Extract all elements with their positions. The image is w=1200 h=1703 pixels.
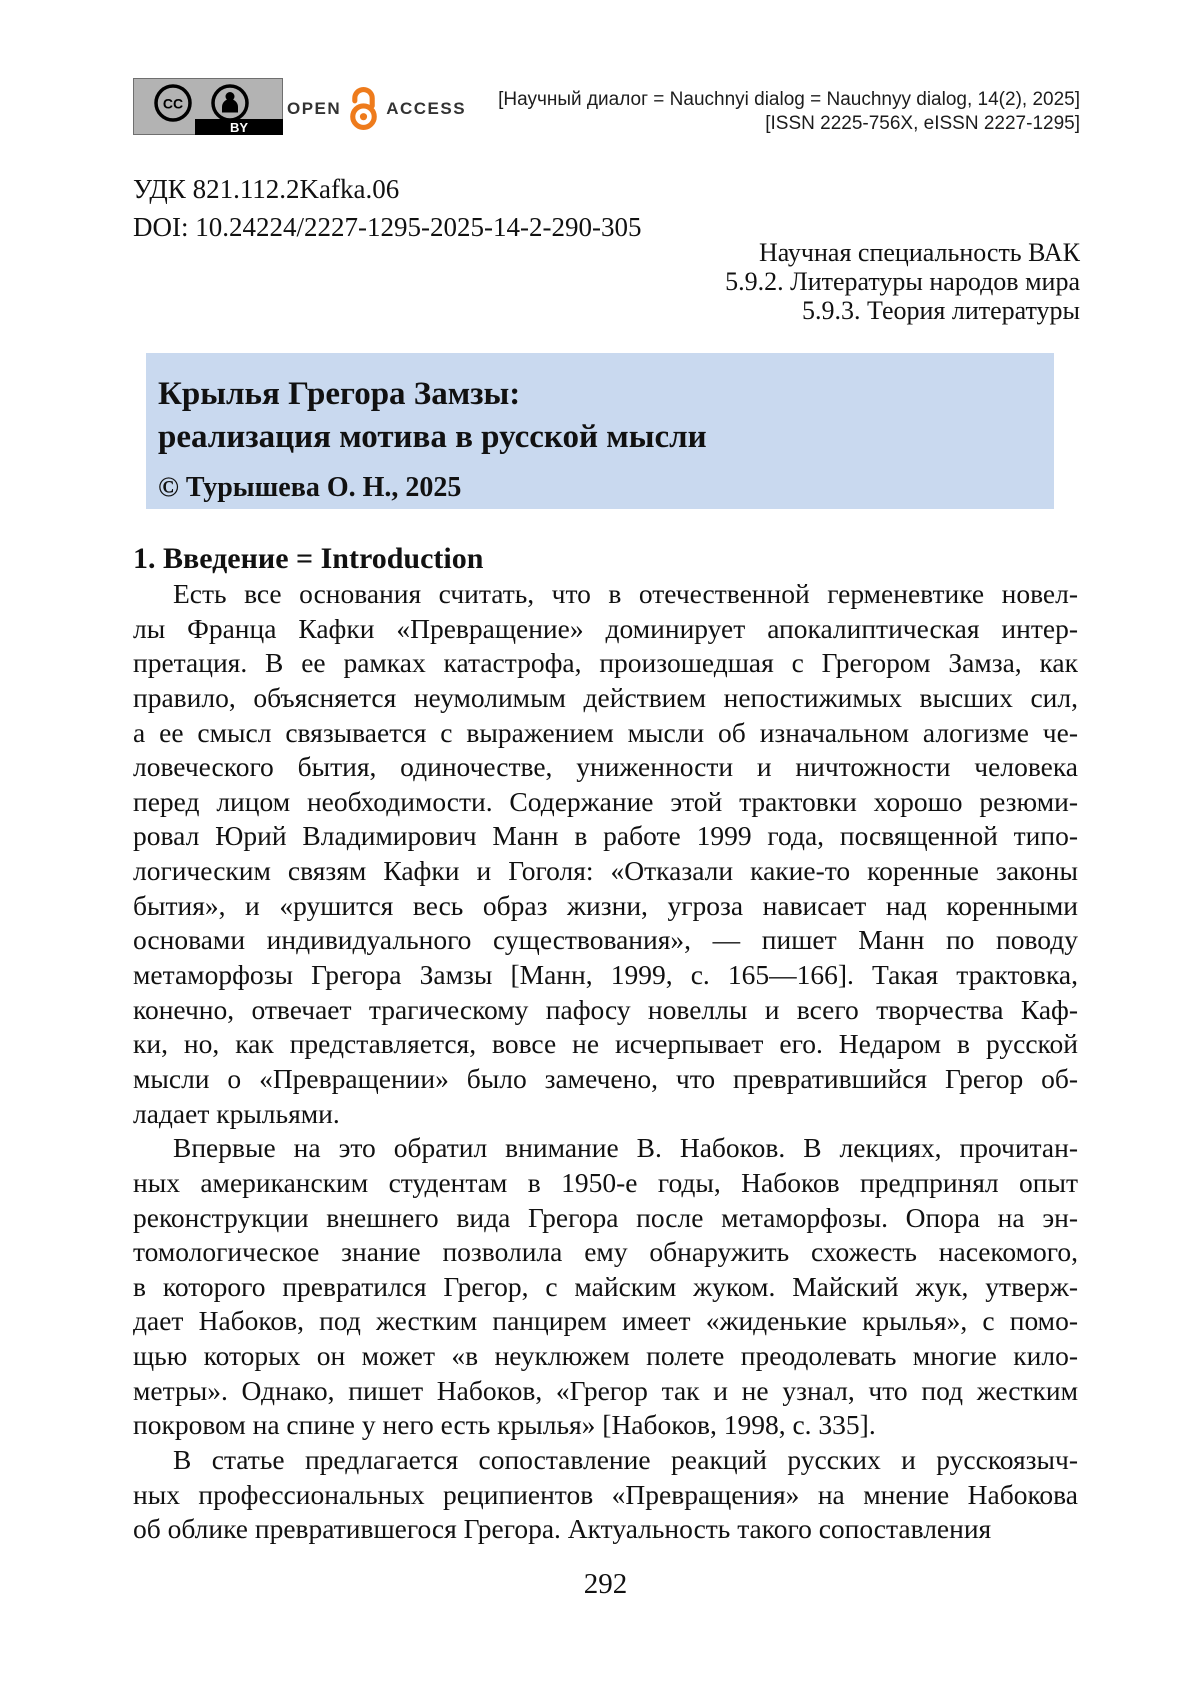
udk-line: УДК 821.112.2Kafka.06 [133,174,400,204]
body-line: претация. В ее рамках катастрофа, произошедшая с Грегором Замза, как [133,647,1078,679]
body-line: лы Франца Кафки «Превращение» доминирует апокалиптическая интер- [133,612,1078,644]
body-line: ки, но, как представляется, вовсе не исчерпывает его. Недаром в русской [133,1028,1078,1060]
cc-by-label: BY [229,120,249,135]
journal-info [498,88,1080,136]
body-line: томологическое знание позволила ему обнаружить схожесть насекомого, [133,1236,1078,1268]
open-access-access-label: ACCESS [386,99,467,118]
vak-heading: Научная специальность ВАК [758,238,1080,267]
body-line: ровал Юрий Владимирович Манн в работе 1999 года, посвященной типо- [133,820,1078,852]
vak-specialty-2: 5.9.3. Теория литературы [802,296,1080,325]
body-line: ладает крыльями. [133,1097,340,1129]
body-line: логическим связям Кафки и Гоголя: «Отказали какие-то коренные законы [133,855,1078,887]
person-icon [213,86,247,120]
body-line: в которого превратился Грегор, с майским жуком. Майский жук, утверж- [133,1270,1078,1302]
journal-issn-line: [ISSN 2225-756X, eISSN 2227-1295] [765,113,1080,134]
body-line: об облике превратившегося Грегора. Актуальность такого сопоставления [133,1513,992,1545]
body-line: Есть все основания считать, что в отечественной герменевтике новел- [173,578,1078,609]
body-line: правило, объясняется неумолимым действием непостижимых высших сил, [133,681,1078,713]
body-line: ных профессиональных реципиентов «Превращения» на мнение Набокова [133,1478,1078,1510]
body-line: Впервые на это обратил внимание В. Набоков. В лекциях, прочитан- [173,1132,1078,1164]
article-title-block [146,353,1054,509]
body-line: покровом на спине у него есть крылья» [Набоков, 1998, с. 335]. [133,1409,876,1441]
body-line: ловеческого бытия, одиночестве, униженности и ничтожности человека [133,751,1078,783]
vak-specialty-1: 5.9.2. Литературы народов мира [725,267,1080,296]
author-copyright: © Турышева О. Н., 2025 [158,472,462,503]
open-access-open-label: OPEN [287,99,342,118]
open-lock-icon [348,87,379,132]
body-line: основами индивидуального существования», — пишет Манн по поводу [133,924,1078,956]
body-paragraphs [133,577,1078,1547]
article-title-line-1: Крылья Грегора Замзы: [158,376,521,412]
body-line: метры». Однако, пишет Набоков, «Грегор так и не узнал, что под жестким [133,1374,1078,1406]
body-line: мысли о «Превращении» было замечено, что превратившийся Грегор об- [133,1062,1078,1094]
page-number: 292 [583,1568,628,1600]
body-line: перед лицом необходимости. Содержание этой трактовки хорошо резюми- [133,785,1078,817]
cc-letters: CC [162,95,184,112]
udk-doi-block [133,170,641,246]
body-line: бытия», и «рушится весь образ жизни, угроза нависает над коренными [133,889,1078,921]
body-line: метаморфозы Грегора Замзы [Манн, 1999, с. 165—166]. Такая трактовка, [133,959,1078,991]
article-body [133,540,1078,1547]
cc-by-badge-graphic [133,78,283,135]
doi-line: DOI: 10.24224/2227-1295-2025-14-2-290-305 [133,212,642,242]
body-line: щью которых он может «в неуклюжем полете преодолевать многие кило- [133,1340,1078,1372]
vak-specialty-block [725,238,1080,325]
article-title-line-2: реализация мотива в русской мысли [158,419,707,455]
cc-by-license-badge [133,78,283,135]
body-line: В статье предлагается сопоставление реакций русских и русскоязыч- [173,1444,1078,1476]
journal-title-line: [Научный диалог = Nauchnyi dialog = Nauchnyy dialog, 14(2), 2025] [498,89,1080,110]
body-line: дает Набоков, под жестким панцирем имеет «жиденькие крылья», с помо- [133,1305,1078,1337]
body-line: реконструкции внешнего вида Грегора после метаморфозы. Опора на эн- [133,1201,1078,1233]
body-line: ных американским студентам в 1950-е годы, Набоков предпринял опыт [133,1166,1078,1198]
open-access-logo [287,86,466,132]
section-heading: 1. Введение = Introduction [133,542,484,575]
body-line: конечно, отвечает трагическому пафосу новеллы и всего творчества Каф- [133,993,1078,1025]
body-line: а ее смысл связывается с выражением мысли об изначальном алогизме че- [133,716,1078,748]
